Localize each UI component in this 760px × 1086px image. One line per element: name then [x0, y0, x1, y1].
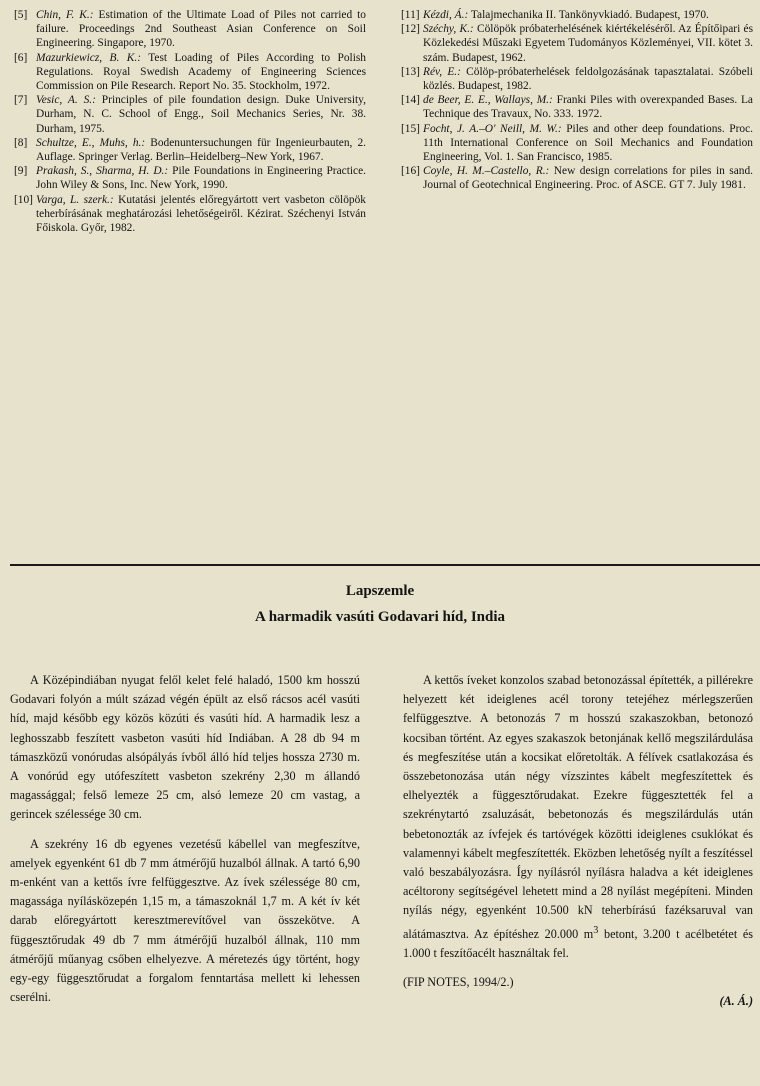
reference-item [401, 93, 753, 121]
reference-author: Coyle, H. M.–Castello, R.: [423, 165, 550, 178]
reference-text: Test Loading of Piles According to Polish Regulations. Royal Swedish Academy of Engineering Sciences Commission on Pile Research. Report No. 35. Stockholm, 1972. [36, 51, 366, 93]
reference-number: [12] [401, 23, 420, 36]
reference-text: New design correlations for piles in sand. Journal of Geotechnical Engineering. Proc. of ASCE. GT 7. July 1981. [423, 165, 753, 192]
reference-text: Kutatási jelentés előregyártott vert vasbeton cölöpök teherbírásának meghatározási lehetőségeiről. Kézirat. Széchenyi István Főiskola. Győr, 1982. [36, 193, 366, 235]
references-right-column [401, 8, 753, 193]
reference-item [401, 122, 753, 165]
reference-item [14, 93, 366, 136]
reference-text: Estimation of the Ultimate Load of Piles not carried to failure. Proceedings 2nd Southeast Asian Conference on Soil Engineering. Singapore, 1970. [36, 9, 366, 50]
reference-number: [11] [401, 9, 420, 21]
reference-item [14, 136, 366, 164]
article-left-column [10, 671, 360, 1017]
reference-author: Schultze, E., Muhs, h.: [36, 136, 146, 149]
section-divider [10, 564, 760, 566]
reference-text: Bodenuntersuchungen für Ingenieurbauten, 2. Auflage. Springer Verlag. Berlin–Heidelberg–New York, 1967. [36, 136, 366, 164]
article-paragraph [403, 671, 753, 963]
reference-number: [10] [14, 193, 33, 206]
reference-item [401, 8, 753, 22]
reference-text: Cölöpök próbaterhelésének kiértékeléséről. Az Építőipari és Közlekedési Műszaki Egyetem Tudományos Közleményei, VII. kötet 3. szám. Budapest, 1962. [423, 23, 753, 64]
reference-text: Principles of pile foundation design. Duke University, Durham, N. C. School of Engg., Soil Mechanics Series, Nr. 38. Durham, 1975. [36, 94, 366, 135]
reference-item [14, 51, 366, 94]
reference-item [14, 164, 366, 192]
paragraph-text-tail: betont, 3.200 t acélbetétet és 1.000 t feszítőacélt használtak fel. [403, 926, 753, 960]
reference-author: Kézdi, Á.: [423, 9, 469, 21]
reference-item [401, 65, 753, 93]
reference-item [14, 8, 366, 51]
reference-author: Focht, J. A.–O' Neill, M. W.: [423, 122, 562, 135]
article-paragraph: A Középindiában nyugat felől kelet felé haladó, 1500 km hosszú Godavari folyón a múlt század végén épült az első rácsos acél vasúti híd, majd később egy közös közúti és vasúti híd. A harmadik lesz a leghosszabb feszített vasbeton vasúti híd Indiában. A 28 db 94 m támaszközű vonórudas alsópályás ívből álló híd teljes hossza 2730 m. A vonórúd egy utófeszített vasbeton szekrény 2,30 m állandó magassággal; felső lemeze 25 cm, alsó lemeze 20 cm vastag, a gerincek szélessége 30 cm. [10, 673, 360, 822]
reference-item [14, 193, 366, 236]
source-note: (FIP NOTES, 1994/2.) [403, 975, 514, 990]
article-title: A harmadik vasúti Godavari híd, India [254, 609, 506, 625]
reference-text: Pile Foundations in Engineering Practice. John Wiley & Sons, Inc. New York, 1990. [36, 165, 367, 192]
reference-author: Mazurkiewicz, B. K.: [36, 51, 142, 64]
paragraph-text: A kettős íveket konzolos szabad betonozással építették, a pillérekre helyezett két ideiglenes acél torony tetejéhez mérlegszerűen felfüggesztve. A betonozás 7 m hosszú szakaszokban, betonozó kocsiban történt. Az egyes szakaszok betonjának kellő megszilárdulása és megfeszítése után a kocsikat előretolták. A félívek csatlakozása és összebetonozása után négy vízszintes kábelt megfeszítettek és elhelyezték a függesztőrudakat. Ezekre függesztették fel a szekrénytartó zsaluzását, bebetonozás és megszilárdulás után bebetonozták az ívfejek és tartóvégek közötti ideiglenes csuklókat és valamennyi kábelt megfeszítették. Eközben lehetőség nyílt a feszítéssel való beszabályozásra. Így nyílásról nyílásra haladva a két ideiglenes acéltorony segítségével lehetett mind a 28 nyílást megépíteni. Minden nyílás négy, egyenként 10.500 kN teherbírású fazéksaruval van alátámasztva. Az építéshez 20.000 m [403, 673, 753, 941]
reference-text: Talajmechanika II. Tankönyvkiadó. Budapest, 1970. [468, 9, 709, 21]
reference-number: [15] [401, 122, 420, 135]
reference-number: [14] [401, 94, 420, 107]
reference-number: [8] [14, 136, 28, 149]
reference-author: Prakash, S., Sharma, H. D.: [36, 165, 169, 178]
section-title: Lapszemle [345, 583, 415, 599]
superscript-exponent: 3 [593, 924, 599, 936]
reference-number: [7] [14, 94, 28, 107]
references-left-column [14, 8, 366, 235]
reference-text: Cölöp-próbaterhelések feldolgozásának tapasztalatai. Szóbeli közlés. Budapest, 1982. [423, 65, 753, 93]
reference-number: [5] [14, 9, 28, 21]
reference-author: Rév, E.: [423, 65, 461, 78]
reference-number: [16] [401, 165, 420, 178]
reference-number: [13] [401, 65, 420, 78]
article-right-column [403, 671, 753, 1012]
reference-author: de Beer, E. E., Wallays, M.: [423, 94, 553, 107]
article-paragraph: A szekrény 16 db egyenes vezetésű kábellel van megfeszítve, amelyek egyenként 61 db 7 mm átmérőjű huzalból állnak. A tartó 6,90 m-enként van a kettős ívre felfüggesztve. Az ívek szélessége 80 cm, magassága nyílásközepén 1,15 m, a támaszoknál 1,7 m. A két ív két darab előregyártott keresztmerevítővel van összekötve. A függesztőrudak 49 db 7 mm átmérőjű huzalból állnak, 110 mm átmérőjű műanyag csőben elhelyezve. A méretezés úgy történt, hogy egy-egy függesztőrudat a forgalom fenntartása mellett ki lehessen cserélni. [10, 836, 360, 1005]
reference-author: Széchy, K.: [423, 23, 474, 36]
reference-item [401, 22, 753, 65]
reference-number: [6] [14, 51, 28, 64]
reference-item [401, 164, 753, 192]
author-signature: (A. Á.) [719, 994, 753, 1009]
reference-text: Franki Piles with overexpanded Bases. La Technique des Travaux, No. 333. 1972. [423, 94, 753, 121]
reference-author: Vesic, A. S.: [36, 94, 96, 107]
reference-number: [9] [14, 165, 28, 178]
reference-text: Piles and other deep foundations. Proc. 11th International Conference on Soil Mechanics and Foundation Engineering, Vol. 1. San Francisco, 1985. [423, 122, 753, 164]
reference-author: Varga, L. szerk.: [36, 193, 114, 206]
reference-author: Chin, F. K.: [36, 9, 94, 21]
